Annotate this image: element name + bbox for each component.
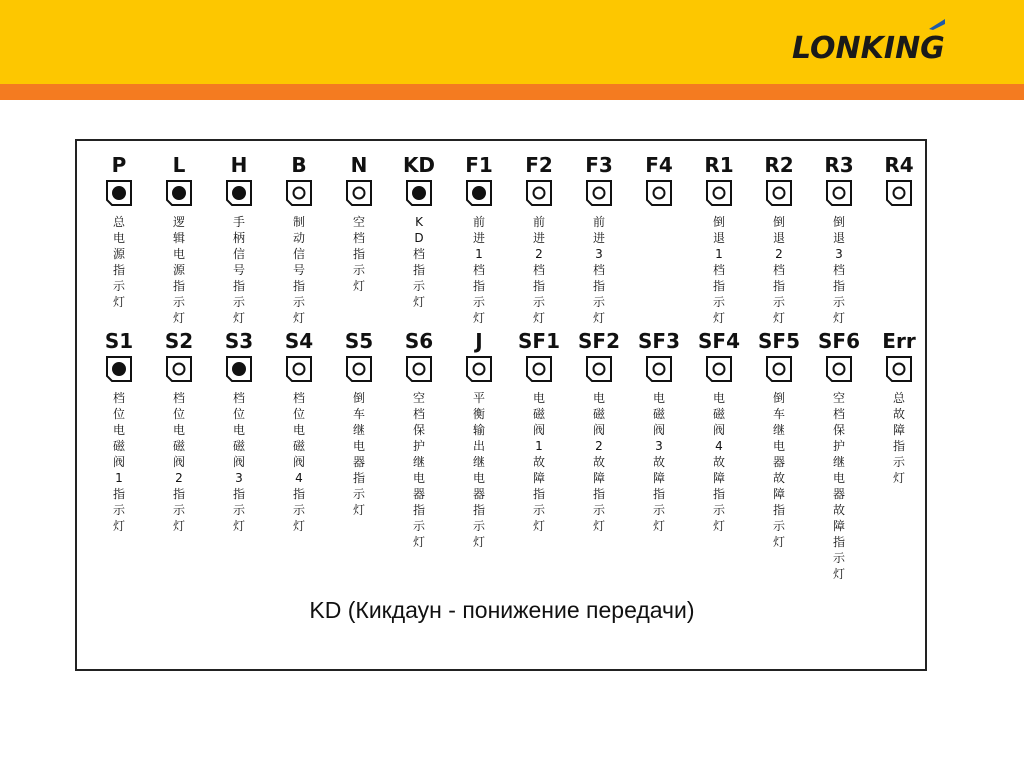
indicator-code-label: L [172, 153, 186, 177]
indicator-panel [75, 139, 927, 671]
indicator-description: 空档保护继电器故障指示灯 [832, 391, 845, 581]
indicator-code-label: S3 [224, 329, 254, 353]
indicator-code-label: P [111, 153, 127, 177]
lamp-on-icon [209, 356, 269, 384]
indicator-r1 [689, 151, 749, 326]
lamp-off-icon [809, 180, 869, 208]
indicator-code-label: S1 [104, 329, 134, 353]
indicator-code-label: S5 [344, 329, 374, 353]
indicator-r3 [809, 151, 869, 326]
indicator-description: KD档指示灯 [412, 215, 425, 309]
indicator-code-label: R1 [704, 153, 734, 177]
indicator-code-label: F3 [585, 153, 613, 177]
lamp-off-icon [629, 356, 689, 384]
lonking-logo [792, 15, 1002, 71]
indicator-description: 空档指示灯 [352, 215, 365, 293]
indicator-sf1 [509, 327, 569, 534]
indicator-code-label: S4 [284, 329, 314, 353]
lamp-on-icon [389, 180, 449, 208]
indicator-err [869, 327, 929, 486]
indicator-sf3 [629, 327, 689, 534]
indicator-code-label: R4 [884, 153, 914, 177]
indicator-f1 [449, 151, 509, 326]
lamp-off-icon [509, 180, 569, 208]
indicator-code-label: F1 [465, 153, 493, 177]
indicator-code-label: SF3 [638, 329, 680, 353]
indicator-description: 电磁阀3故障指示灯 [652, 391, 665, 533]
indicator-description: 平衡输出继电器指示灯 [472, 391, 485, 549]
lamp-off-icon [869, 180, 929, 208]
indicator-description: 倒退2档指示灯 [772, 215, 785, 325]
lamp-off-icon [869, 356, 929, 384]
indicator-sf4 [689, 327, 749, 534]
indicator-code-label: SF1 [518, 329, 560, 353]
header-stripe [0, 84, 1024, 100]
indicator-description: 前进1档指示灯 [472, 215, 485, 325]
lamp-off-icon [269, 356, 329, 384]
indicator-description: 电磁阀4故障指示灯 [712, 391, 725, 533]
lamp-off-icon [569, 180, 629, 208]
indicator-s2 [149, 327, 209, 534]
indicator-description: 手柄信号指示灯 [232, 215, 245, 325]
indicator-code-label: KD [402, 153, 436, 177]
indicator-s4 [269, 327, 329, 534]
indicator-description: 倒退1档指示灯 [712, 215, 725, 325]
lamp-off-icon [569, 356, 629, 384]
indicator-description: 档位电磁阀2指示灯 [172, 391, 185, 533]
indicator-description: 空档保护继电器指示灯 [412, 391, 425, 549]
indicator-description: 倒车继电器故障指示灯 [772, 391, 785, 549]
indicator-code-label: N [350, 153, 368, 177]
indicator-code-label: J [475, 329, 483, 353]
indicator-r2 [749, 151, 809, 326]
indicator-sf6 [809, 327, 869, 582]
indicator-description: 档位电磁阀4指示灯 [292, 391, 305, 533]
indicator-description: 电磁阀2故障指示灯 [592, 391, 605, 533]
indicator-description: 制动信号指示灯 [292, 215, 305, 325]
indicator-description: 倒车继电器指示灯 [352, 391, 365, 517]
indicator-code-label: R2 [764, 153, 794, 177]
lamp-on-icon [449, 180, 509, 208]
indicator-s6 [389, 327, 449, 550]
indicator-j [449, 327, 509, 550]
lamp-on-icon [209, 180, 269, 208]
lamp-off-icon [269, 180, 329, 208]
indicator-kd [389, 151, 449, 310]
lamp-off-icon [449, 356, 509, 384]
indicator-b [269, 151, 329, 326]
indicator-f4 [629, 151, 689, 214]
indicator-description: 前进3档指示灯 [592, 215, 605, 325]
indicator-code-label: H [230, 153, 248, 177]
logo-mark-icon [927, 17, 947, 31]
indicator-s5 [329, 327, 389, 518]
indicator-r4 [869, 151, 929, 214]
indicator-description: 档位电磁阀3指示灯 [232, 391, 245, 533]
indicator-f2 [509, 151, 569, 326]
indicator-description: 前进2档指示灯 [532, 215, 545, 325]
logo-text: LONKING [792, 31, 945, 66]
lamp-on-icon [89, 180, 149, 208]
lamp-off-icon [689, 356, 749, 384]
indicator-code-label: S2 [164, 329, 194, 353]
lamp-off-icon [749, 356, 809, 384]
indicator-n [329, 151, 389, 294]
indicator-f3 [569, 151, 629, 326]
lamp-on-icon [149, 180, 209, 208]
lamp-off-icon [329, 180, 389, 208]
indicator-code-label: F4 [645, 153, 673, 177]
indicator-description: 档位电磁阀1指示灯 [112, 391, 125, 533]
panel-caption: KD (Кикдаун - понижение передачи) [309, 597, 695, 623]
indicator-h [209, 151, 269, 326]
indicator-sf2 [569, 327, 629, 534]
indicator-code-label: F2 [525, 153, 553, 177]
indicator-sf5 [749, 327, 809, 550]
lamp-on-icon [89, 356, 149, 384]
indicator-description: 总电源指示灯 [112, 215, 125, 309]
indicator-description: 总故障指示灯 [892, 391, 905, 485]
indicator-code-label: B [291, 153, 307, 177]
indicator-code-label: S6 [404, 329, 434, 353]
indicator-s1 [89, 327, 149, 534]
indicator-p [89, 151, 149, 310]
lamp-off-icon [629, 180, 689, 208]
lamp-off-icon [149, 356, 209, 384]
indicator-description: 倒退3档指示灯 [832, 215, 845, 325]
lamp-off-icon [329, 356, 389, 384]
indicator-l [149, 151, 209, 326]
indicator-description: 逻辑电源指示灯 [172, 215, 185, 325]
indicator-code-label: Err [882, 329, 916, 353]
lamp-off-icon [689, 180, 749, 208]
indicator-code-label: SF4 [698, 329, 740, 353]
indicator-code-label: R3 [824, 153, 854, 177]
indicator-code-label: SF2 [578, 329, 620, 353]
indicator-s3 [209, 327, 269, 534]
lamp-off-icon [389, 356, 449, 384]
lamp-off-icon [809, 356, 869, 384]
indicator-code-label: SF5 [758, 329, 800, 353]
lamp-off-icon [509, 356, 569, 384]
lamp-off-icon [749, 180, 809, 208]
indicator-description: 电磁阀1故障指示灯 [532, 391, 545, 533]
indicator-code-label: SF6 [818, 329, 860, 353]
